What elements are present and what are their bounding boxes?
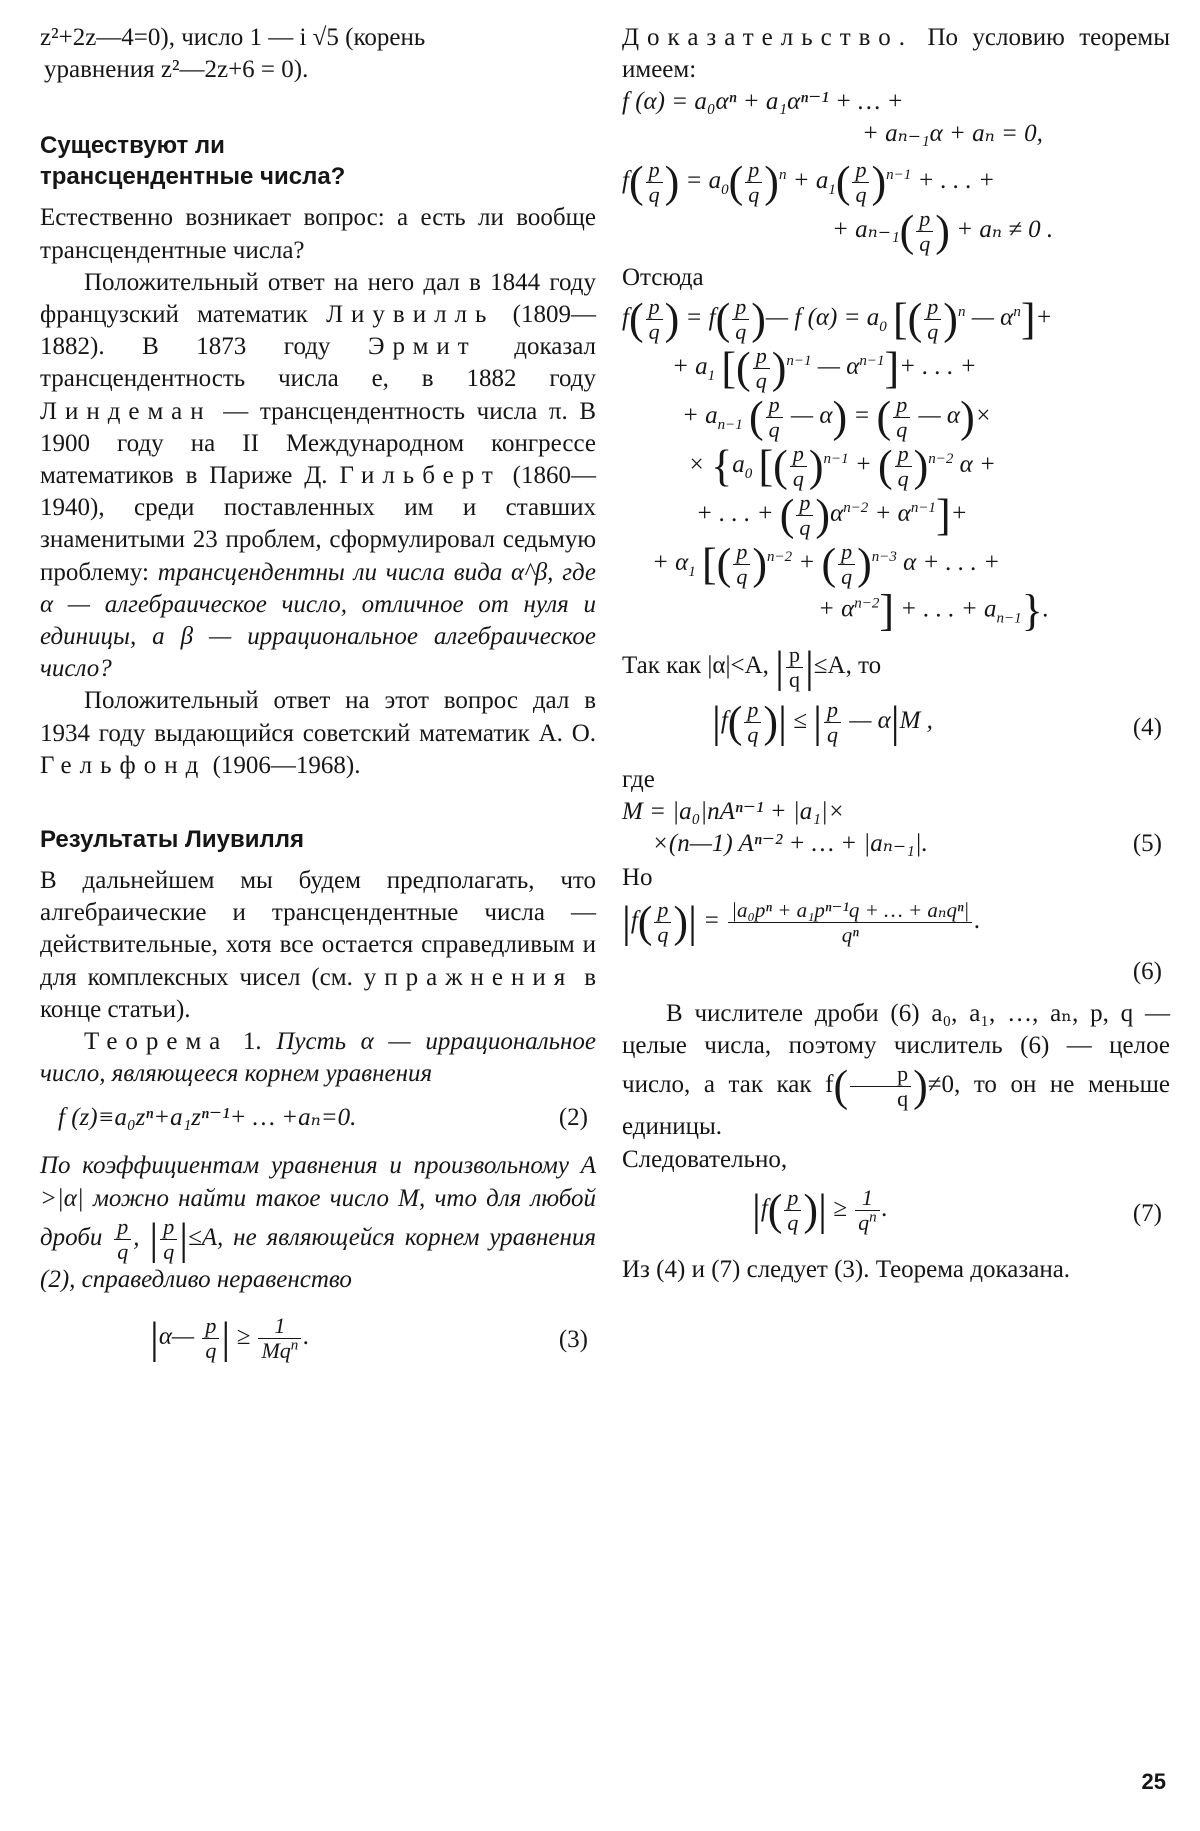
gde-label: где (622, 765, 655, 793)
difference-line1: f( $\frac{p}{q}$ ) = f( $\frac{p}{q}$ )— f $(\alpha) = a_0$ [( $\frac{p}{q}$ )$^n$ — $\alpha^n]+$ (622, 293, 1053, 344)
equation-5-line2: ×(n—1) Aⁿ⁻² + … + |aₙ₋₁|. (5) (652, 829, 1162, 857)
equation-2: f (z)≡a₀zⁿ+a₁zⁿ⁻¹+ … +aₙ=0. (2) (58, 1104, 588, 1132)
equation-5-line1: M = |a₀|nAⁿ⁻¹ + |a₁|× (622, 797, 845, 825)
difference-line6: + $\alpha_1$ [( $\frac{p}{q}$ )$^{n-2}$ + ( $\frac{p}{q}$ )$^{n-3}$ α + . . . + (652, 538, 1001, 589)
paragraph-assumption: В дальнейшем мы будем предполагать, что алгебраические и трансцендентные числа — действительные, хотя все остается справедливым и для комплексных чисел (см. упражнения в конце статьи). (40, 867, 596, 1023)
difference-line3: + $a_{n-1}$ ( $\frac{p}{q}$ — α) = ( $\frac{p}{q}$ — α)× (682, 391, 992, 442)
theorem-1: Теорема 1. Пусть α — иррациональное число, являющееся корнем уравнения (40, 1028, 596, 1088)
equation-6: |f( $\frac{p}{q}$ )| = $\frac{\text{|a₀pⁿ + a₁pⁿ⁻¹q + … + aₙqⁿ|}}{\text{qⁿ}}$ . (6) (622, 897, 1162, 986)
f-pq-line2: + aₙ₋₁( $\frac{p}{q}$ ) + aₙ ≠ 0 . (832, 206, 1054, 257)
difference-line7: + $\alpha^{n-2}$] + . . . + $a_{n-1}$}. (818, 585, 1050, 635)
equation-7: |f( $\frac{p}{q}$ )| ≥ $\frac{1}{q^n}$ . (7) (752, 1184, 1162, 1235)
paragraph-history: Положительный ответ на него дал в 1844 году французский математик Лиувилль (1809—1882). В 1873 году Эрмит доказал трансцендентность числа e, в 1882 году Линдеман — трансцендентность числа π. В 1900 году на II Международном конгрессе математиков в Париже Д. Гильберт (1860—1940), среди поставленных им и ставших знаменитыми 23 проблем, сформулировал седьмую проблему: трансцендентны ли числа вида α^β, где α — алгебраическое число, отличное от нуля и единицы, а β — иррациональное алгебраическое число? (40, 268, 597, 683)
difference-line2: + $a_1$ [( $\frac{p}{q}$ )$^{n-1}$ — $\alpha^{n-1}]+$ . . . + (672, 342, 977, 393)
proof-intro: Доказательство. По условию теоремы имеем: (622, 24, 1170, 84)
section-heading-transcendental-l1: Существуют ли (40, 132, 225, 160)
bounds-sentence: Так как |α|<A, | $\frac{p}{q}$ |≤A, то (622, 641, 882, 692)
f-alpha-line2: + aₙ₋₁α + aₙ = 0, (862, 120, 1043, 148)
intro-continuation-line2: уравнения z²—2z+6 = 0). (44, 56, 309, 84)
page-number: 25 (1141, 1769, 1166, 1794)
paragraph-gelfond: Положительный ответ на этот вопрос дал в 1934 году выдающийся советский математик А. О. Гельфонд (1906—1968). (40, 687, 596, 779)
f-pq-line1: f( $\frac{p}{q}$ ) = $a_0$( $\frac{p}{q}$ )$^n + a_1$( $\frac{p}{q}$ )$^{n-1}$ + . . . + (622, 157, 996, 208)
section-heading-transcendental-l2: трансцендентные числа? (40, 163, 346, 191)
paragraph-question: Естественно возникает вопрос: а есть ли вообще трансцендентные числа? (40, 204, 596, 264)
otsyuda-label: Отсюда (622, 264, 704, 292)
equation-4: |f( $\frac{p}{q}$ )| ≤ | $\frac{p}{q}$ — α|M , (4) (712, 696, 1162, 747)
paragraph-conclusion: Из (4) и (7) следует (3). Теорема доказана. (622, 1255, 1071, 1283)
intro-continuation-line1: z²+2z—4=0), число 1 — i √5 (корень (40, 24, 426, 51)
equation-3: |α— $\frac{p}{q}$ | ≥ $\frac{1}{Mq^n}$ . (3) (150, 1313, 588, 1364)
right-column (622, 22, 1170, 1286)
sledovatelno-label: Следовательно, (622, 1145, 788, 1173)
theorem-1-statement: По коэффициентам уравнения и произвольному A >|α| можно найти такое число M, что для любой дроби $\frac{p}{q}$ , | $\frac{p}{q}$ |≤A, не являющейся корнем уравнения (2), справедливо неравенство (40, 1152, 596, 1293)
paragraph-numerator: В числителе дроби (6) a₀, a₁, …, aₙ, p, q — целые числа, поэтому числитель (6) — целое число, а так как f( $\frac{p}{q}$ )≠0, то он не меньше единицы. (622, 1000, 1171, 1141)
section-heading-liouville: Результаты Лиувилля (40, 826, 304, 854)
f-alpha-line1: f (α) = a₀αⁿ + a₁αⁿ⁻¹ + … + (622, 88, 904, 116)
difference-line4: × {$a_0$ [( $\frac{p}{q}$ )$^{n-1}$ + ( $\frac{p}{q}$ )$^{n-2}$ α + (688, 440, 996, 491)
left-column (40, 22, 596, 1374)
no-label: Но (622, 863, 653, 891)
difference-line5: + . . . + ( $\frac{p}{q}$ )$\alpha^{n-2} + \alpha^{n-1}]+$ (696, 489, 968, 540)
